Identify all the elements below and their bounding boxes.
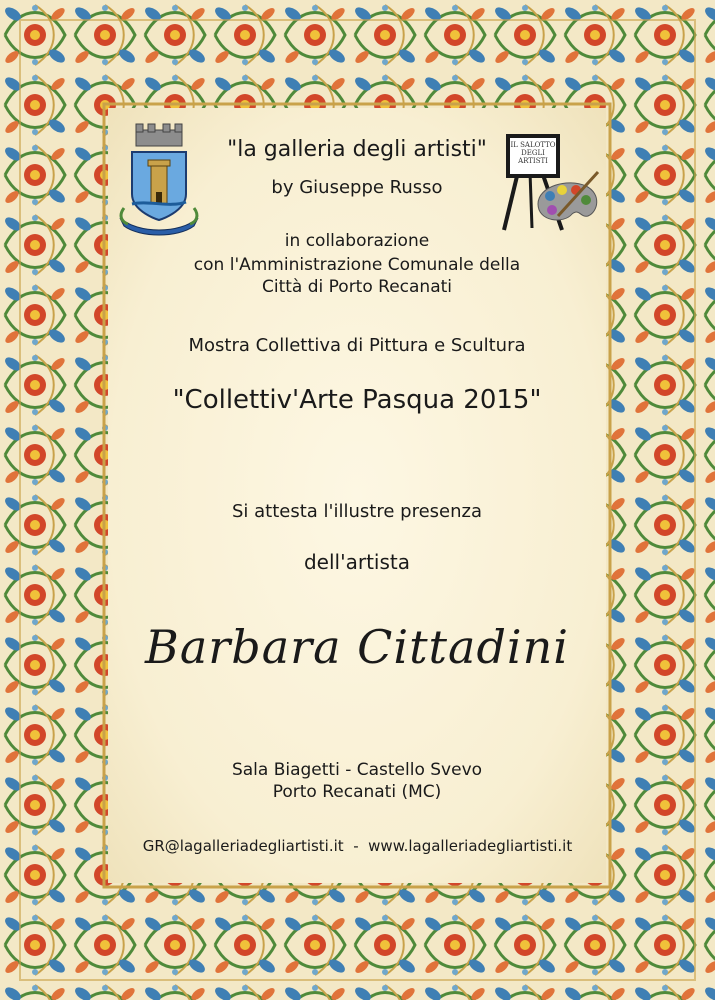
artist-lead-text: dell'artista xyxy=(303,550,410,574)
venue-line-1: Sala Biagetti - Castello Svevo xyxy=(231,760,483,780)
collaboration-line-1: in collaborazione xyxy=(284,231,430,251)
collaboration-line-3: Città di Porto Recanati xyxy=(261,277,453,297)
exhibition-type: Mostra Collettiva di Pittura e Scultura xyxy=(188,335,526,356)
event-title: "Collettiv'Arte Pasqua 2015" xyxy=(172,385,542,415)
artist-name: Barbara Cittadini xyxy=(145,620,569,674)
gallery-author: by Giuseppe Russo xyxy=(271,177,443,198)
contact-links: GR@lagalleriadegliartisti.it - www.lagalleriadegliartisti.it xyxy=(142,837,573,855)
collaboration-line-2: con l'Amministrazione Comunale della xyxy=(193,255,521,275)
venue-line-2: Porto Recanati (MC) xyxy=(272,782,442,802)
gallery-title: "la galleria degli artisti" xyxy=(227,137,487,162)
easel-sign-text: IL SALOTTO DEGLI ARTISTI xyxy=(510,141,556,165)
attestation-text: Si attesta l'illustre presenza xyxy=(232,501,482,522)
